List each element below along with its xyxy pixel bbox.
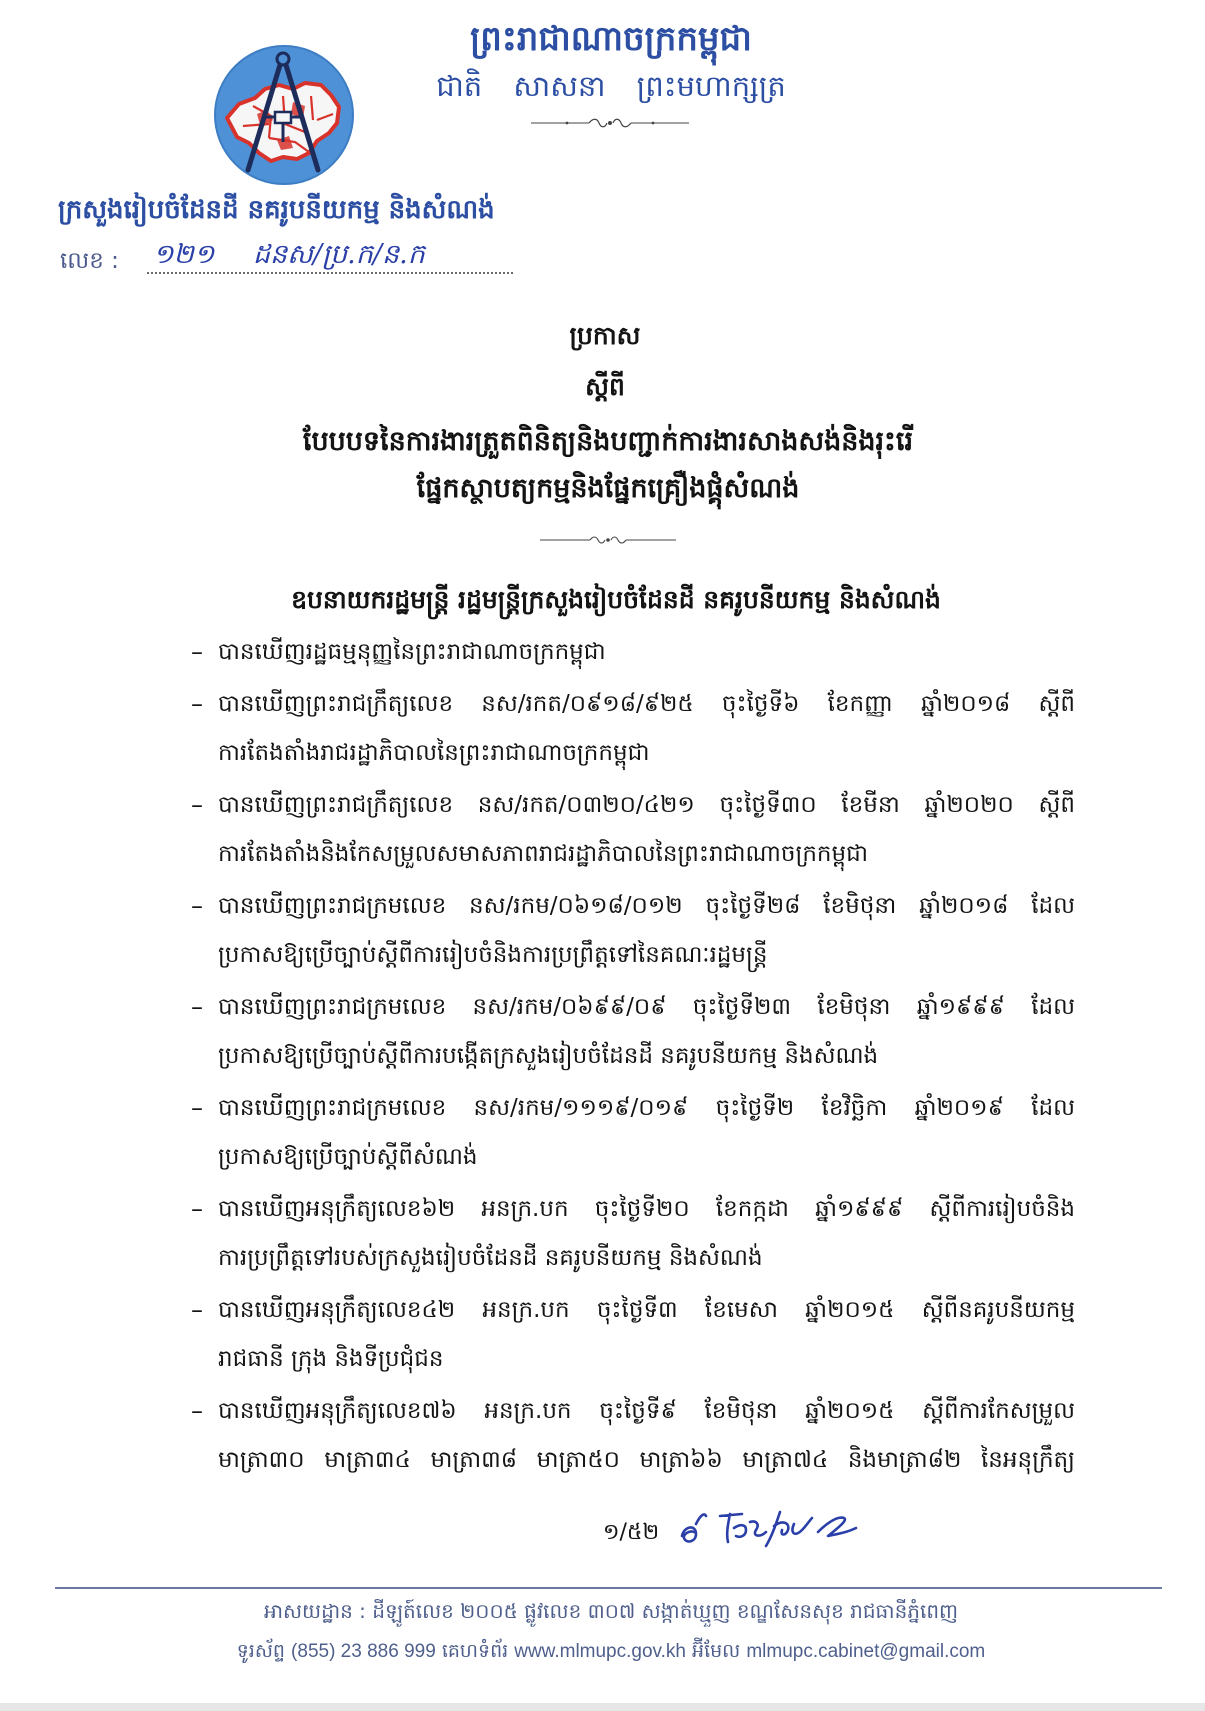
bullet-dash: – <box>191 1296 203 1324</box>
list-item <box>191 1084 1075 1182</box>
reference-number-handwritten: ១២១ ដនស/ប្រ.ក/ន.ក <box>147 236 513 274</box>
list-item-line: បានឃើញព្រះរាជក្រមលេខ នស/រកម/០៦១៨/០១២ ចុះថ្ងៃទី២៨ ខែមិថុនា ឆ្នាំ២០១៨ ដែល <box>218 893 1075 919</box>
list-item-line: បានឃើញព្រះរាជក្រឹត្យលេខ នស/រកត/០៩១៨/៩២៥ ចុះថ្ងៃទី៦ ខែកញ្ញា ឆ្នាំ២០១៨ ស្តីពី <box>218 691 1075 717</box>
list-item-line: បានឃើញព្រះរាជក្រមលេខ នស/រកម/០៦៩៩/០៩ ចុះថ្ងៃទី២៣ ខែមិថុនា ឆ្នាំ១៩៩៩ ដែល <box>218 994 1075 1020</box>
issuer-title: ឧបនាយករដ្ឋមន្ត្រី រដ្ឋមន្ត្រីក្រសួងរៀបចំដែនដី នគរូបនីយកម្ម និងសំណង់ <box>291 585 941 614</box>
footer-divider <box>55 1587 1162 1589</box>
bullet-dash: – <box>191 638 203 666</box>
signature-initials-icon <box>676 1504 862 1554</box>
bullet-dash: – <box>191 1195 203 1223</box>
bullet-dash: – <box>191 892 203 920</box>
list-item <box>191 680 1075 778</box>
list-item <box>191 1387 1075 1485</box>
reference-label: លេខ : <box>60 248 119 274</box>
list-item <box>191 781 1075 879</box>
phone-number: (855) 23 886 999 <box>291 1641 436 1662</box>
list-item-line: ការតែងតាំងរាជរដ្ឋាភិបាលនៃព្រះរាជាណាចក្រកម្ពុជា <box>218 740 650 766</box>
list-item-line: បានឃើញអនុក្រឹត្យលេខ៤២ អនក្រ.បក ចុះថ្ងៃទី៣ ខែមេសា ឆ្នាំ២០១៥ ស្តីពីនគរូបនីយកម្ម <box>218 1297 1075 1323</box>
scan-edge <box>0 1703 1205 1711</box>
bullet-dash: – <box>191 690 203 718</box>
phone-label: ទូរស័ព្ទ <box>236 1640 285 1662</box>
page-number: ១/៥២ <box>602 1520 660 1545</box>
bullet-dash: – <box>191 791 203 819</box>
kingdom-heading: ព្រះរាជាណាចក្រកម្ពុជា <box>470 19 752 59</box>
list-item-line: ការតែងតាំងនិងកែសម្រួលសមាសភាពរាជរដ្ឋាភិបាលនៃព្រះរាជាណាចក្រកម្ពុជា <box>218 841 869 867</box>
national-motto: ជាតិ សាសនា ព្រះមហាក្សត្រ <box>436 69 786 103</box>
list-item-line: បានឃើញព្រះរាជក្រមលេខ នស/រកម/១១១៩/០១៩ ចុះថ្ងៃទី២ ខែវិច្ឆិកា ឆ្នាំ២០១៩ ដែល <box>218 1095 1075 1121</box>
footer-address: អាសយដ្ឋាន : ដីឡូត៍លេខ ២០០៥ ផ្លូវលេខ ៣០៧ សង្កាត់ឃ្មួញ ខណ្ឌសែនសុខ រាជធានីភ្នំពេញ <box>263 1599 959 1623</box>
bullet-dash: – <box>191 1094 203 1122</box>
document-subject-line: បែបបទនៃការងារត្រួតពិនិត្យនិងបញ្ជាក់ការងារសាងសង់និងរុះរើ <box>302 426 914 457</box>
website-text: www.mlmupc.gov.kh <box>514 1641 686 1662</box>
list-item-line: ប្រកាសឱ្យប្រើច្បាប់ស្តីពីការបង្កើតក្រសួងរៀបចំដែនដី នគរូបនីយកម្ម និងសំណង់ <box>218 1043 879 1069</box>
email-text: mlmupc.cabinet@gmail.com <box>746 1641 986 1662</box>
list-item-line: រាជធានី ក្រុង និងទីប្រជុំជន <box>218 1346 444 1372</box>
document-subject-line: ផ្នែកស្ថាបត្យកម្មនិងផ្នែកគ្រឿងផ្គុំសំណង់ <box>416 473 800 504</box>
list-item-line: ប្រកាសឱ្យប្រើច្បាប់ស្តីពីសំណង់ <box>218 1144 478 1170</box>
document-about-heading: ស្តីពី <box>585 372 625 401</box>
ornament-divider-icon <box>540 535 676 545</box>
list-item <box>191 628 1075 677</box>
list-item-line: បានឃើញរដ្ឋធម្មនុញ្ញនៃព្រះរាជាណាចក្រកម្ពុជា <box>218 639 606 665</box>
considerations-list <box>191 628 1075 1485</box>
list-item-line: បានឃើញព្រះរាជក្រឹត្យលេខ នស/រកត/០៣២០/៤២១ ចុះថ្ងៃទី៣០ ខែមីនា ឆ្នាំ២០២០ ស្តីពី <box>218 792 1075 818</box>
list-item-line: ប្រកាសឱ្យប្រើច្បាប់ស្តីពីការរៀបចំនិងការប្រព្រឹត្តទៅនៃគណៈរដ្ឋមន្ត្រី <box>218 942 768 968</box>
email-label: អ៊ីមែល <box>692 1640 741 1662</box>
list-item <box>191 1286 1075 1384</box>
bullet-dash: – <box>191 993 203 1021</box>
ornament-divider-icon <box>527 117 693 129</box>
footer-contact <box>161 1633 1061 1669</box>
list-item-line: បានឃើញអនុក្រឹត្យលេខ៦២ អនក្រ.បក ចុះថ្ងៃទី២០ ខែកក្កដា ឆ្នាំ១៩៩៩ ស្តីពីការរៀបចំនិង <box>218 1196 1075 1222</box>
list-item-line: មាត្រា៣០ មាត្រា៣៤ មាត្រា៣៨ មាត្រា៥០ មាត្រា៦៦ មាត្រា៧៤ និងមាត្រា៨២ នៃអនុក្រឹត្យ <box>218 1447 1075 1473</box>
document-type-heading: ប្រកាស <box>569 321 641 350</box>
list-item <box>191 1185 1075 1283</box>
website-label: គេហទំព័រ <box>441 1640 509 1662</box>
ministry-name: ក្រសួងរៀបចំដែនដី នគរូបនីយកម្ម និងសំណង់ <box>58 195 495 225</box>
list-item <box>191 983 1075 1081</box>
list-item <box>191 882 1075 980</box>
bullet-dash: – <box>191 1397 203 1425</box>
list-item-line: បានឃើញអនុក្រឹត្យលេខ៧៦ អនក្រ.បក ចុះថ្ងៃទី៩ ខែមិថុនា ឆ្នាំ២០១៥ ស្តីពីការកែសម្រួល <box>218 1398 1075 1424</box>
list-item-line: ការប្រព្រឹត្តទៅរបស់ក្រសួងរៀបចំដែនដី នគរូបនីយកម្ម និងសំណង់ <box>218 1245 763 1271</box>
